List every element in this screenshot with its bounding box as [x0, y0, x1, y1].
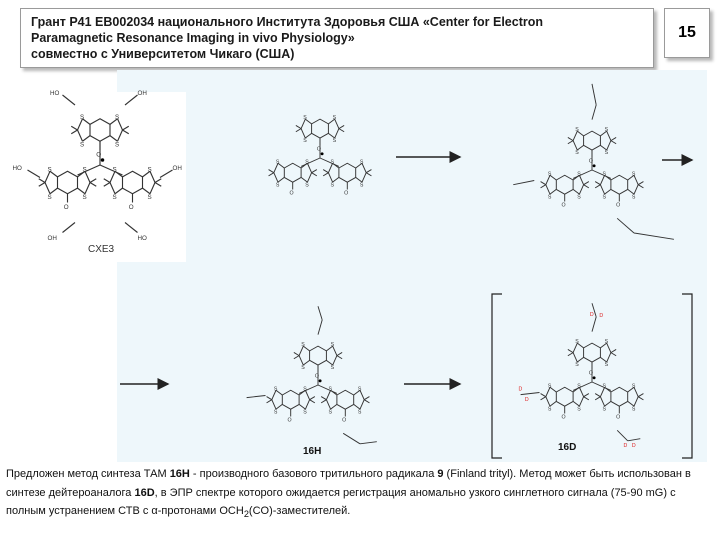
title-line-1: Грант P41 EB002034 национального Института Здоровья США «Center for Electron — [31, 15, 544, 29]
svg-text:HO: HO — [137, 235, 147, 242]
description-part-1: Предложен метод синтеза ТАМ — [6, 468, 170, 480]
description-part-2: - производного базового тритильного радикала — [189, 468, 438, 480]
description-part-4: , в ЭПР спектре которого ожидается регистрация аномально узкого синглетного сигнала (75-90 mG) с полным устранением СТВ с α-протонами OCH — [6, 486, 676, 517]
reaction-scheme-graphics: S HO OH HO OH OH HO DD DD D D — [0, 0, 720, 540]
product-16d-label: 16D — [558, 442, 577, 453]
svg-text:OH: OH — [172, 165, 182, 172]
intermediate-ester-structure — [513, 84, 674, 239]
svg-text:D: D — [631, 443, 636, 450]
title-line-2: Paramagnetic Resonance Imaging in vivo Physiology» — [31, 31, 355, 45]
description-bold-2: 9 — [437, 468, 444, 480]
description-part-3: (Finland trityl). Метод может быть использован в синтезе дейтероаналога — [6, 468, 691, 499]
svg-text:D: D — [524, 396, 529, 403]
svg-text:D: D — [589, 311, 594, 318]
svg-text:HO: HO — [50, 90, 60, 97]
product-16h-structure — [247, 306, 377, 444]
svg-text:HO: HO — [12, 165, 22, 172]
slide-number: 15 — [664, 8, 710, 58]
svg-text:D: D — [623, 443, 628, 450]
description-part-5: (CO)-заместителей. — [248, 505, 351, 517]
svg-text:OH: OH — [137, 90, 147, 97]
cxe3-structure — [13, 90, 182, 242]
starting-material-label: CXE3 — [88, 244, 115, 255]
description-bold-1: 16H — [169, 468, 190, 480]
description-text — [6, 465, 716, 524]
intermediate-acid-structure — [269, 115, 372, 197]
title-line-3: совместно с Университетом Чикаго (США) — [31, 47, 295, 61]
svg-text:OH: OH — [47, 235, 57, 242]
product-16d-structure — [519, 303, 644, 449]
product-16h-label: 16H — [303, 446, 322, 457]
svg-text:D: D — [599, 312, 604, 319]
svg-text:D: D — [518, 386, 523, 393]
description-bold-3: 16D — [134, 486, 155, 499]
description-subscript: 2 — [243, 509, 249, 520]
